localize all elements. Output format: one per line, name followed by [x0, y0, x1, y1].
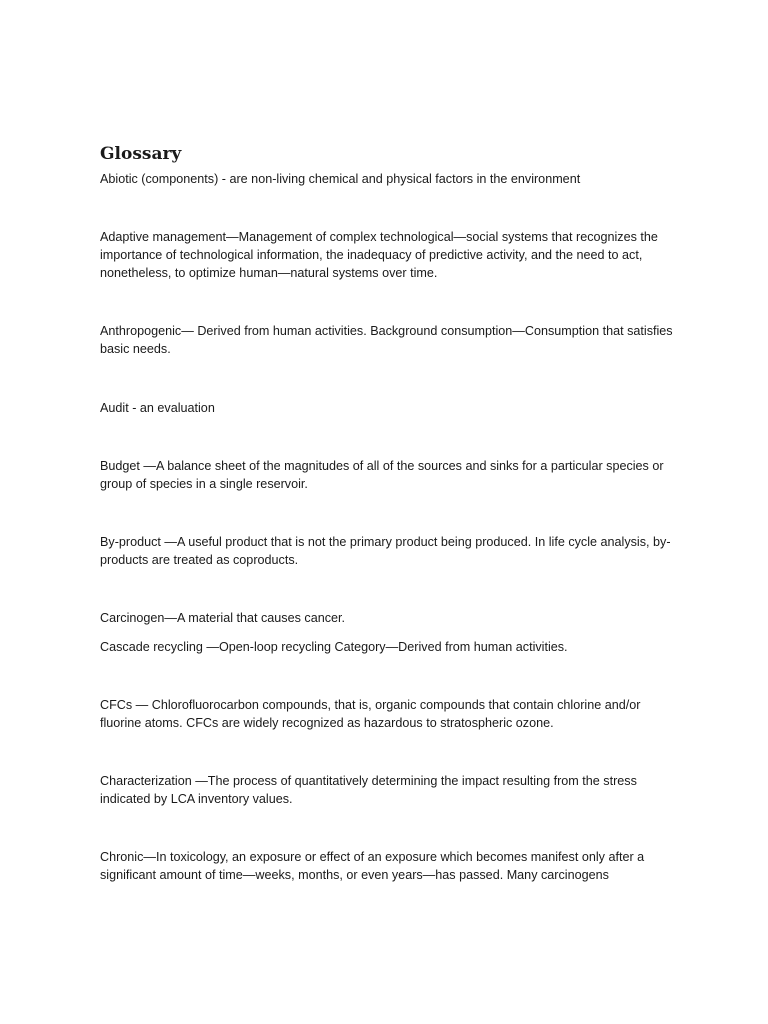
glossary-entry-abiotic: Abiotic (components) - are non-living chemical and physical factors in the environment	[100, 172, 581, 186]
glossary-entry-chronic: Chronic—In toxicology, an exposure or effect of an exposure which becomes manifest only after a significant amount of time—weeks, months, or even years—has passed. Many carcinogens	[100, 850, 645, 882]
glossary-entry-carcinogen: Carcinogen—A material that causes cancer.	[100, 611, 346, 625]
glossary-entry-adaptive-management: Adaptive management—Management of complex technological—social systems that recognizes the importance of technological information, the inadequacy of predictive activity, and the need to act, nonetheless, to optimize human—natural systems over time.	[100, 230, 658, 280]
glossary-entry-characterization: Characterization —The process of quantitatively determining the impact resulting from the stress indicated by LCA inventory values.	[100, 774, 637, 806]
page-title: Glossary	[100, 144, 182, 164]
glossary-entry-anthropogenic: Anthropogenic— Derived from human activities. Background consumption—Consumption that satisfies basic needs.	[100, 324, 673, 356]
glossary-entry-audit: Audit - an evaluation	[100, 401, 215, 415]
glossary-entry-cfcs: CFCs — Chlorofluorocarbon compounds, that is, organic compounds that contain chlorine and/or fluorine atoms. CFCs are widely recognized as hazardous to stratospheric ozone.	[100, 698, 641, 730]
glossary-entry-cascade-recycling: Cascade recycling —Open-loop recycling Category—Derived from human activities.	[100, 640, 568, 654]
glossary-entry-by-product: By-product —A useful product that is not the primary product being produced. In life cycle analysis, by-products are treated as coproducts.	[100, 535, 671, 567]
glossary-entry-budget: Budget —A balance sheet of the magnitudes of all of the sources and sinks for a particular species or group of species in a single reservoir.	[100, 459, 664, 491]
